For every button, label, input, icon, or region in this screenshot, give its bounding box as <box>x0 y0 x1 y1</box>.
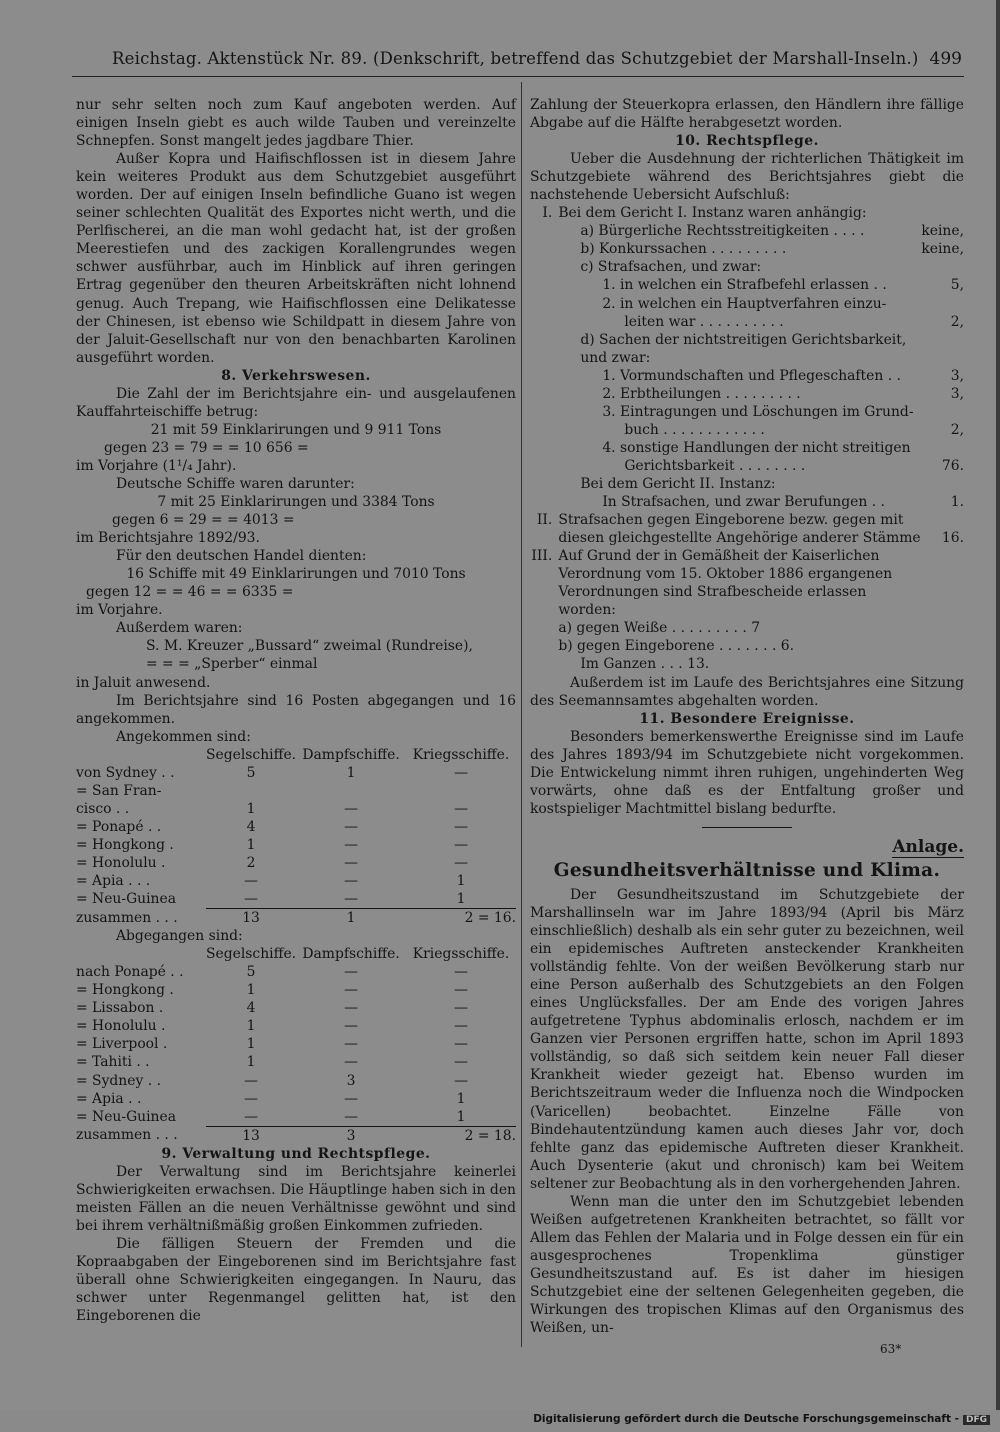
table-header-row <box>76 746 516 764</box>
table-row <box>76 782 516 800</box>
paragraph: Im Berichtsjahre sind 16 Posten abgegangen und 16 angekommen. <box>76 692 516 727</box>
stat-line: gegen 23 = 79 = = 10 656 = <box>104 439 309 456</box>
place-cell: = Hongkong . <box>76 836 174 853</box>
section-heading-9: 9. Verwaltung und Rechtspflege. <box>161 1145 431 1162</box>
steam-ships-cell: — <box>344 1108 359 1125</box>
roman-numeral <box>530 655 558 673</box>
court-count <box>921 583 964 601</box>
court-item: Bei dem Gericht II. Instanz: <box>580 475 776 492</box>
appendix-title: Gesundheitsverhältnisse und Klima. <box>553 859 941 881</box>
court-item: 2. Erbtheilungen . . . . . . . . . <box>602 385 801 402</box>
steam-ships-cell: — <box>344 1000 359 1017</box>
table-row <box>76 836 516 854</box>
court-count: 3, <box>950 385 964 402</box>
court-row <box>530 511 964 529</box>
place-cell: nach Ponapé . . <box>76 964 184 981</box>
sailing-ships-cell: 1 <box>246 836 256 853</box>
table-row <box>76 854 516 872</box>
court-row <box>530 222 964 240</box>
steam-ships-cell: — <box>344 818 359 835</box>
roman-numeral <box>530 565 558 583</box>
court-item: buch . . . . . . . . . . . . <box>624 421 765 438</box>
court-item: 4. sonstige Handlungen der nicht streitigen <box>602 439 911 456</box>
departures-label: Abgegangen sind: <box>116 928 243 945</box>
court-row <box>530 421 964 439</box>
court-item: leiten war . . . . . . . . . . <box>624 313 784 330</box>
sailing-ships-cell: — <box>244 1090 258 1107</box>
total-cell: 2 = 16. <box>406 909 516 928</box>
table-row <box>76 764 516 782</box>
right-column <box>530 96 964 1337</box>
war-ships-cell: — <box>454 764 468 781</box>
total-cell: 13 <box>206 909 296 928</box>
steam-ships-cell: — <box>344 964 359 981</box>
total-cell: 3 <box>296 1126 406 1145</box>
table-row <box>76 1035 516 1053</box>
place-cell: = Tahiti . . <box>76 1054 150 1071</box>
steam-ships-cell: 3 <box>346 1072 356 1089</box>
sailing-ships-cell: — <box>244 891 258 908</box>
paragraph: Außer Kopra und Haifischflossen ist in diesem Jahre kein weiteres Produkt aus dem Schutzgebiet ausgeführt worden. Der auf einigen Inseln befindliche Guano ist wegen seiner schlechten Qualität des Exportes nicht werth, und die Perlfischerei, an die man wohl gedacht hat, ist der großen Meerestiefen und des zackigen Korallengrundes wegen schwer ausführbar, auch im Hinblick auf ihren geringen Ertrag gegenüber den theuren Arbeitskräften nicht lohnend genug. Auch Trepang, wie Haifischflossen eine Delikatesse der Chinesen, ist ebenso wie Schildpatt in diesem Jahre von der Jaluit-Gesellschaft nur von den benachbarten Karolinen ausgeführt worden. <box>76 151 516 366</box>
header-rule <box>72 76 964 77</box>
court-item: Verordnungen sind Strafbescheide erlassen <box>558 584 867 601</box>
place-cell: = Sydney . . <box>76 1072 161 1089</box>
court-item: a) gegen Weiße . . . . . . . . . 7 <box>558 620 761 637</box>
steam-ships-cell: — <box>344 836 359 853</box>
place-cell: = Neu-Guinea <box>76 1108 177 1125</box>
page-header <box>72 47 964 77</box>
war-ships-cell: 1 <box>456 1090 466 1107</box>
stat-line: im Berichtsjahre 1892/93. <box>76 530 260 547</box>
court-item: 2. in welchen ein Hauptverfahren einzu- <box>602 295 887 312</box>
table-header-row <box>76 945 516 963</box>
war-ships-cell: 1 <box>456 1108 466 1125</box>
roman-numeral <box>530 258 558 276</box>
place-cell: von Sydney . . <box>76 764 175 781</box>
roman-numeral <box>530 240 558 258</box>
war-ships-cell: — <box>454 854 468 871</box>
sailing-ships-cell: 2 <box>246 854 256 871</box>
court-row <box>530 475 964 493</box>
paragraph: Der Gesundheitszustand im Schutzgebiete der Marshallinseln war im Jahre 1893/94 (April bis März einschließlich) deshalb als ein sehr guter zu bezeichnen, weil ein epidemisches Auftreten ansteckender Krankheiten vollständig fehlte. Von der weißen Bevölkerung starb nur eine Person außerhalb des Schutzgebiets an den Folgen eines Unglücksfalles. Der am Ende des vorigen Jahres aufgetretene Typhus abdominalis erlosch, nachdem er im Ganzen vier Personen ergriffen hatte, schon im April 1893 vollständig, so daß sich seitdem kein neuer Fall dieser Krankheit wieder gezeigt hat. Ebenso wurden im Berichtszeitraum weder die Influenza noch die Windpocken (Varicellen) beobachtet. Einzelne Fälle von Bindehautentzündung kamen auch dieses Jahr vor, doch fehlte ganz das epidemische Auftreten dieser Krankheit. Auch Dysenterie (akut und chronisch) kam bei Weitem seltener zur Beobachtung als in den vorhergehenden Jahren. <box>530 886 964 1192</box>
court-row <box>530 439 964 457</box>
court-count <box>921 601 964 619</box>
paragraph: Die Zahl der im Berichtsjahre ein- und ausgelaufenen Kauffahrteischiffe betrug: <box>76 385 516 420</box>
sailing-ships-cell: 1 <box>246 1018 256 1035</box>
dfg-logo: DFG <box>963 1415 990 1425</box>
table-row <box>76 872 516 890</box>
court-count <box>921 403 964 421</box>
court-item: b) gegen Eingeborene . . . . . . . 6. <box>558 638 795 655</box>
sailing-ships-cell: 4 <box>246 1000 256 1017</box>
place-cell: cisco . . <box>76 800 130 817</box>
court-count <box>921 619 964 637</box>
court-count: 2, <box>950 313 964 330</box>
court-count: 76. <box>941 457 964 474</box>
roman-numeral <box>530 367 558 385</box>
court-item: In Strafsachen, und zwar Berufungen . . <box>602 494 885 511</box>
appendix-label <box>530 838 964 856</box>
court-count: keine, <box>921 223 964 240</box>
sailing-ships-cell: 4 <box>246 818 256 835</box>
war-ships-cell: — <box>454 964 468 981</box>
court-row <box>530 367 964 385</box>
paragraph: Außerdem ist im Laufe des Berichtsjahres eine Sitzung des Seemannsamtes abgehalten worden. <box>530 674 964 709</box>
court-row <box>530 655 964 673</box>
court-count <box>921 475 964 493</box>
roman-numeral <box>530 349 558 367</box>
stat-line: gegen 12 = = 46 = = 6335 = <box>86 584 294 601</box>
arrivals-label: Angekommen sind: <box>116 728 251 745</box>
court-row <box>530 583 964 601</box>
steam-ships-cell <box>296 782 406 800</box>
court-count <box>921 204 964 222</box>
war-ships-cell: — <box>454 800 468 817</box>
court-count <box>921 349 964 367</box>
court-item: d) Sachen der nichtstreitigen Gerichtsbarkeit, <box>580 331 907 348</box>
court-count <box>921 655 964 673</box>
table-row <box>76 1017 516 1035</box>
total-label: zusammen . . . <box>76 1127 178 1144</box>
roman-numeral <box>530 313 558 331</box>
steam-ships-cell: — <box>344 873 359 890</box>
table-row <box>76 1072 516 1090</box>
steam-ships-cell: — <box>344 891 359 908</box>
roman-numeral <box>530 295 558 313</box>
court-count <box>921 637 964 655</box>
table-row <box>76 981 516 999</box>
war-ships-cell: — <box>454 1036 468 1053</box>
court-overview-table <box>530 204 964 673</box>
roman-numeral <box>530 421 558 439</box>
war-ships-cell: — <box>454 1054 468 1071</box>
court-row <box>530 240 964 258</box>
column-header: Kriegsschiffe. <box>412 946 510 963</box>
total-cell: 13 <box>206 1126 296 1145</box>
steam-ships-cell: — <box>344 854 359 871</box>
roman-numeral <box>530 385 558 403</box>
roman-numeral <box>530 529 558 547</box>
roman-numeral: II. <box>536 512 553 529</box>
court-item: Bei dem Gericht I. Instanz waren anhängig: <box>558 205 867 222</box>
court-item: Auf Grund der in Gemäßheit der Kaiserlichen <box>558 548 880 565</box>
court-item: 1. Vormundschaften und Pflegeschaften . . <box>602 367 901 384</box>
roman-numeral <box>530 601 558 619</box>
table-row <box>76 999 516 1017</box>
paragraph: nur sehr selten noch zum Kauf angeboten werden. Auf einigen Inseln giebt es auch wilde Tauben und vereinzelte Schnepfen. Sonst mangelt jedes jagdbare Thier. <box>76 97 516 150</box>
court-item: b) Konkurssachen . . . . . . . . . <box>580 241 787 258</box>
stat-line: Deutsche Schiffe waren darunter: <box>116 475 355 492</box>
court-item: a) Bürgerliche Rechtsstreitigkeiten . . . . <box>580 223 865 240</box>
table-total-row <box>76 1126 516 1145</box>
court-count <box>921 565 964 583</box>
roman-numeral <box>530 475 558 493</box>
court-row <box>530 295 964 313</box>
war-ships-cell: — <box>454 1000 468 1017</box>
paragraph: Wenn man die unter den im Schutzgebiet lebenden Weißen aufgetretenen Krankheiten betrachtet, so fällt vor Allem das Fehlen der Malaria und in Folge dessen ein für ein ausgesprochenes Tropenklima günstiger Gesundheitszustand auf. Es ist daher im hiesigen Schutzgebiet eine der seltenen Gelegenheiten gegeben, die Wirkungen des tropischen Klimas auf den Organismus des Weißen, un- <box>530 1193 964 1337</box>
war-ships-cell <box>406 782 516 800</box>
court-row <box>530 313 964 331</box>
roman-numeral <box>530 493 558 511</box>
left-column <box>76 96 516 1325</box>
sailing-ships-cell: — <box>244 1072 258 1089</box>
total-cell: 1 <box>296 909 406 928</box>
section-heading-10: 10. Rechtspflege. <box>675 133 819 150</box>
sailing-ships-cell: 1 <box>246 800 256 817</box>
roman-numeral <box>530 457 558 475</box>
court-row <box>530 493 964 511</box>
war-ships-cell: 1 <box>456 891 466 908</box>
roman-numeral <box>530 637 558 655</box>
table-row <box>76 963 516 981</box>
roman-numeral <box>530 583 558 601</box>
running-title: Reichstag. Aktenstück Nr. 89. (Denkschrift, betreffend das Schutzgebiet der Marshall-Inseln.) <box>112 49 919 68</box>
place-cell: = Hongkong . <box>76 982 174 999</box>
court-row <box>530 547 964 565</box>
digitization-credit <box>533 1413 990 1425</box>
column-header: Segelschiffe. <box>206 746 297 763</box>
table-row <box>76 1053 516 1071</box>
stat-line: 7 mit 25 Einklarirungen und 3384 Tons <box>157 494 435 511</box>
court-count <box>921 511 964 529</box>
column-header: Segelschiffe. <box>206 946 297 963</box>
table-row <box>76 800 516 818</box>
appendix-label-text: Anlage. <box>892 836 964 857</box>
court-item: Im Ganzen . . . 13. <box>580 656 710 673</box>
stat-line: in Jaluit anwesend. <box>76 674 211 691</box>
court-item: und zwar: <box>580 349 651 366</box>
place-cell: = San Fran- <box>76 782 162 799</box>
departures-table <box>76 945 516 1145</box>
steam-ships-cell: — <box>344 1054 359 1071</box>
roman-numeral <box>530 619 558 637</box>
court-row <box>530 349 964 367</box>
court-row <box>530 619 964 637</box>
court-row <box>530 276 964 294</box>
stat-line: im Vorjahre (1¹/₄ Jahr). <box>76 457 237 474</box>
paragraph: Ueber die Ausdehnung der richterlichen Thätigkeit im Schutzgebiete während des Berichtsjahres giebt die nachstehende Uebersicht Aufschluß: <box>530 151 964 204</box>
war-ships-cell: — <box>454 836 468 853</box>
court-row <box>530 565 964 583</box>
column-header: Kriegsschiffe. <box>412 746 510 763</box>
total-label: zusammen . . . <box>76 909 178 926</box>
credit-text: Digitalisierung gefördert durch die Deutsche Forschungsgemeinschaft - <box>533 1413 959 1425</box>
steam-ships-cell: — <box>344 982 359 999</box>
steam-ships-cell: 1 <box>346 764 356 781</box>
steam-ships-cell: — <box>344 800 359 817</box>
sailing-ships-cell: — <box>244 1108 258 1125</box>
place-cell: = Liverpool . <box>76 1036 168 1053</box>
court-row <box>530 529 964 547</box>
table-total-row <box>76 909 516 928</box>
sailing-ships-cell: 1 <box>246 982 256 999</box>
paragraph: Die fälligen Steuern der Fremden und die Kopraabgaben der Eingeborenen sind im Berichtsjahre fast überall ohne Schwierigkeiten eingegangen. In Nauru, das schwer unter Regenmangel gelitten hat, ist den Eingeborenen die <box>76 1235 516 1325</box>
court-count: 16. <box>941 530 964 547</box>
court-count <box>921 547 964 565</box>
roman-numeral <box>530 331 558 349</box>
roman-numeral: III. <box>531 548 553 565</box>
paragraph: Besonders bemerkenswerthe Ereignisse sind im Laufe des Jahres 1893/94 im Schutzgebiete nicht vorgekommen. Die Entwickelung nimmt ihren ruhigen, ungehinderten Weg vorwärts, ohne daß es der Entfaltung großer und kostspieliger Machtmittel bislang bedurfte. <box>530 728 964 817</box>
court-row <box>530 601 964 619</box>
court-count: 1. <box>950 494 964 511</box>
sailing-ships-cell: 5 <box>246 964 256 981</box>
court-item: c) Strafsachen, und zwar: <box>580 259 762 276</box>
total-cell: 2 = 18. <box>406 1126 516 1145</box>
war-ships-cell: — <box>454 982 468 999</box>
page-edge-shadow <box>996 0 1000 1410</box>
place-cell: = Honolulu . <box>76 1018 166 1035</box>
steam-ships-cell: — <box>344 1036 359 1053</box>
table-row <box>76 890 516 909</box>
court-row <box>530 331 964 349</box>
stat-line: 16 Schiffe mit 49 Einklarirungen und 7010 Tons <box>126 566 466 583</box>
stat-line: gegen 6 = 29 = = 4013 = <box>112 512 295 529</box>
court-row <box>530 637 964 655</box>
sailing-ships-cell: 1 <box>246 1036 256 1053</box>
court-item: Strafsachen gegen Eingeborene bezw. gegen mit <box>558 512 904 529</box>
place-cell: = Neu-Guinea <box>76 891 177 908</box>
roman-numeral <box>530 403 558 421</box>
divider <box>702 827 792 828</box>
section-heading-8: 8. Verkehrswesen. <box>221 367 371 384</box>
stat-line: = = = „Sperber“ einmal <box>146 656 318 673</box>
table-row <box>76 1108 516 1127</box>
court-row <box>530 457 964 475</box>
table-row <box>76 1090 516 1108</box>
table-row <box>76 818 516 836</box>
court-item: diesen gleichgestellte Angehörige anderer Stämme <box>558 530 921 547</box>
sailing-ships-cell: — <box>244 873 258 890</box>
stat-line: S. M. Kreuzer „Bussard“ zweimal (Rundreise), <box>146 638 473 655</box>
sailing-ships-cell <box>206 782 296 800</box>
steam-ships-cell: — <box>344 1018 359 1035</box>
court-count <box>921 439 964 457</box>
page-number: 499 <box>929 49 962 69</box>
column-header: Dampfschiffe. <box>302 946 400 963</box>
roman-numeral <box>530 222 558 240</box>
roman-numeral <box>530 276 558 294</box>
war-ships-cell: — <box>454 1072 468 1089</box>
court-row <box>530 204 964 222</box>
court-count: 2, <box>950 421 964 438</box>
column-rule <box>521 82 522 1347</box>
stat-line: Für den deutschen Handel dienten: <box>116 548 367 565</box>
column-header: Dampfschiffe. <box>302 746 400 763</box>
place-cell: = Honolulu . <box>76 854 166 871</box>
signature-mark: 63* <box>880 1342 902 1356</box>
paragraph: Zahlung der Steuerkopra erlassen, den Händlern ihre fällige Abgabe auf die Hälfte herabgesetzt worden. <box>530 97 964 132</box>
war-ships-cell: — <box>454 1018 468 1035</box>
roman-numeral: I. <box>542 205 553 222</box>
war-ships-cell: 1 <box>456 873 466 890</box>
steam-ships-cell: — <box>344 1090 359 1107</box>
place-cell: = Apia . . <box>76 1090 142 1107</box>
court-item: Gerichtsbarkeit . . . . . . . . <box>624 457 806 474</box>
court-item: 3. Eintragungen und Löschungen im Grund- <box>602 403 914 420</box>
place-cell: = Apia . . . <box>76 873 151 890</box>
court-count <box>921 258 964 276</box>
court-count: 3, <box>950 367 964 384</box>
sailing-ships-cell: 1 <box>246 1054 256 1071</box>
stat-line: Außerdem waren: <box>116 620 243 637</box>
court-item: 1. in welchen ein Strafbefehl erlassen . . <box>602 277 887 294</box>
court-row <box>530 385 964 403</box>
court-row <box>530 258 964 276</box>
stat-line: 21 mit 59 Einklarirungen und 9 911 Tons <box>150 421 442 438</box>
section-heading-11: 11. Besondere Ereignisse. <box>639 710 855 727</box>
court-count: 5, <box>950 277 964 294</box>
court-item: worden: <box>558 602 616 619</box>
court-count <box>921 331 964 349</box>
war-ships-cell: — <box>454 818 468 835</box>
place-cell: = Lissabon . <box>76 1000 164 1017</box>
court-item: Verordnung vom 15. Oktober 1886 ergangenen <box>558 566 893 583</box>
place-cell: = Ponapé . . <box>76 818 162 835</box>
arrivals-table <box>76 746 516 927</box>
court-count <box>921 295 964 313</box>
sailing-ships-cell: 5 <box>246 764 256 781</box>
court-row <box>530 403 964 421</box>
paragraph: Der Verwaltung sind im Berichtsjahre keinerlei Schwierigkeiten erwachsen. Die Häuptlinge haben sich in den meisten Fällen an die neuen Verhältnisse gewöhnt und sind bei ihrem verhältnißmäßig großen Einkommen zufrieden. <box>76 1163 516 1234</box>
court-count: keine, <box>921 241 964 258</box>
stat-line: im Vorjahre. <box>76 602 163 619</box>
roman-numeral <box>530 439 558 457</box>
